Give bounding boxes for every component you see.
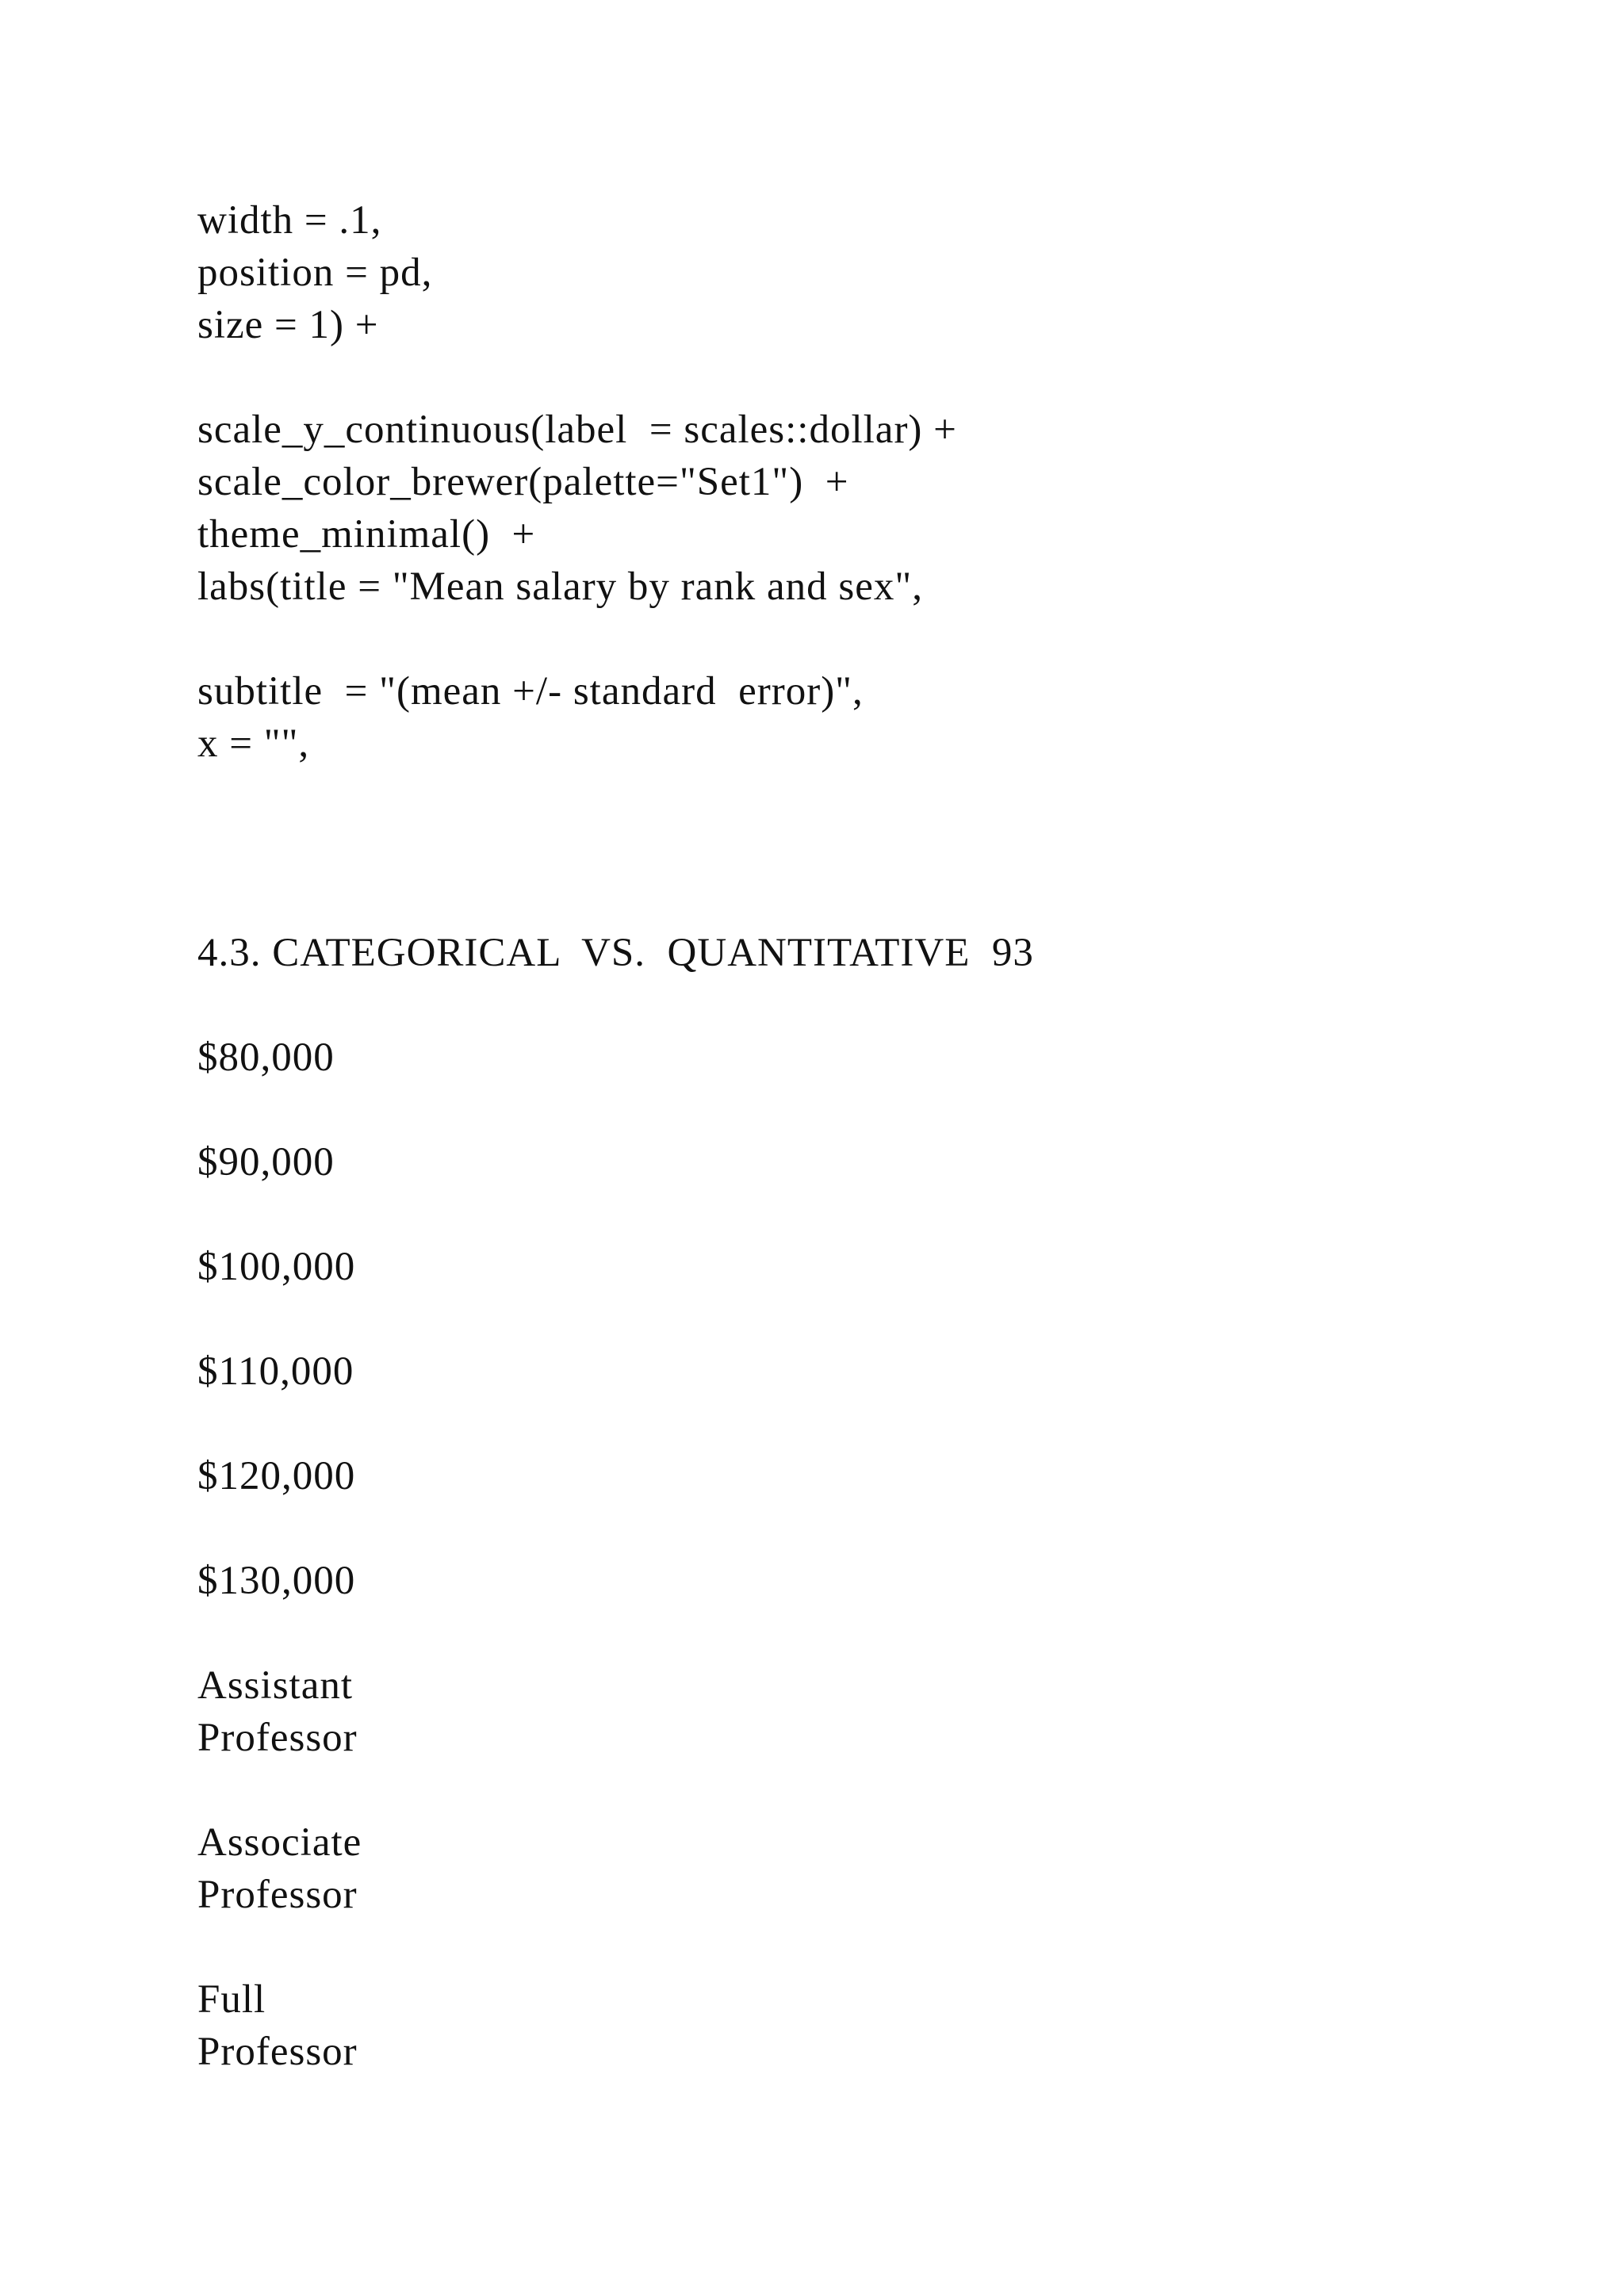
code-line: scale_color_brewer(palette="Set1") + (197, 460, 849, 504)
y-axis-label: $120,000 (197, 1454, 356, 1498)
code-line: width = .1, (197, 198, 382, 243)
code-line: x = "", (197, 721, 310, 766)
y-axis-label: $80,000 (197, 1035, 335, 1080)
x-axis-label: Professor (197, 2030, 358, 2074)
x-axis-label: Associate (197, 1820, 362, 1865)
y-axis-label: $110,000 (197, 1349, 354, 1394)
code-line: subtitle = "(mean +/- standard error)", (197, 669, 864, 714)
code-line: theme_minimal() + (197, 512, 536, 557)
x-axis-label: Professor (197, 1873, 358, 1917)
code-line: scale_y_continuous(label = scales::dollar) + (197, 408, 957, 452)
y-axis-label: $100,000 (197, 1245, 356, 1289)
x-axis-label: Full (197, 1977, 266, 2022)
code-line: size = 1) + (197, 303, 379, 347)
x-axis-label: Professor (197, 1716, 358, 1760)
x-axis-label: Assistant (197, 1663, 354, 1708)
section-header: 4.3. CATEGORICAL VS. QUANTITATIVE 93 (197, 931, 1034, 975)
y-axis-label: $90,000 (197, 1140, 335, 1184)
code-line: labs(title = "Mean salary by rank and sex", (197, 564, 923, 609)
code-line: position = pd, (197, 251, 433, 295)
y-axis-label: $130,000 (197, 1559, 356, 1603)
